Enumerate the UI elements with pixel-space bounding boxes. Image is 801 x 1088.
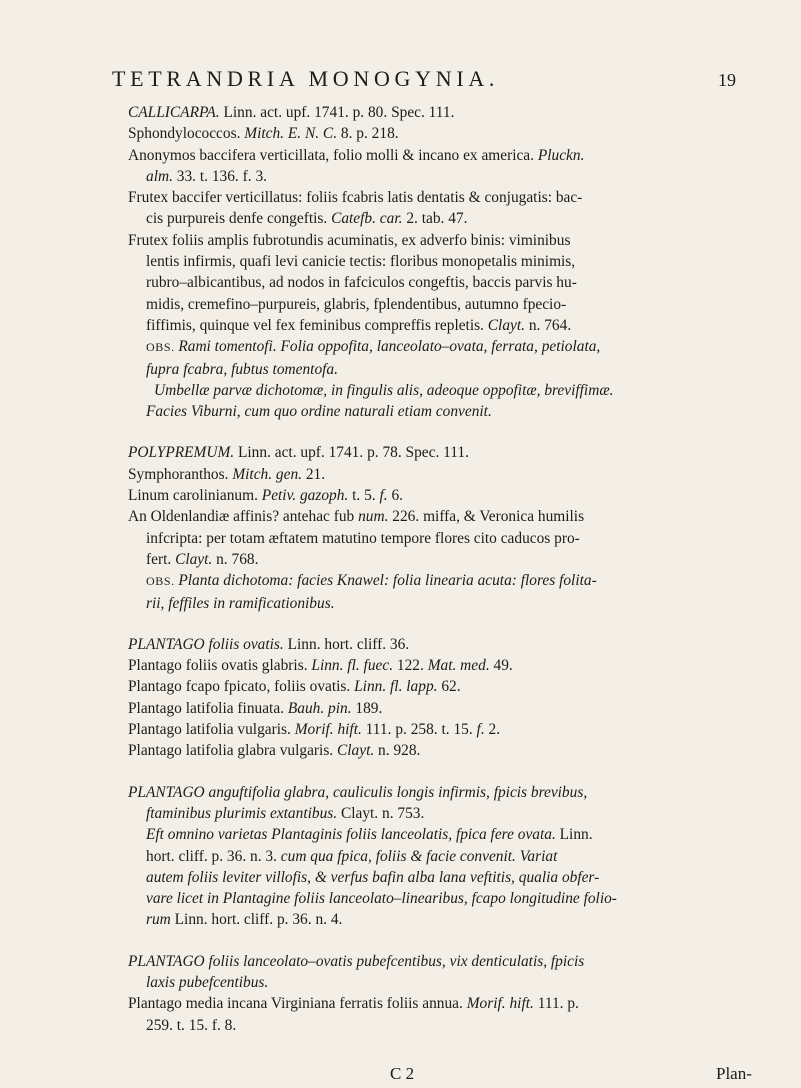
entry-polypremum [128, 442, 798, 613]
catchword: Plan- [716, 1064, 752, 1083]
text-line: cis purpureis denfe congeftis. Catefb. car. 2. tab. 47. [146, 210, 468, 228]
text-line: Plantago latifolia glabra vulgaris. Clayt. n. 928. [128, 742, 421, 760]
text-line: fupra fcabra, fubtus tomentofa. [146, 360, 338, 378]
text-line: Frutex baccifer verticillatus: foliis fcabris latis dentatis & conjugatis: bac- [128, 189, 583, 207]
text-line: hort. cliff. p. 36. n. 3. cum qua fpica, foliis & facie convenit. Variat [146, 847, 558, 865]
page-number: 19 [718, 70, 736, 90]
text-line: PLANTAGO foliis lanceolato–ovatis pubefcentibus, vix denticulatis, fpicis [128, 952, 585, 970]
text-line: PLANTAGO foliis ovatis. Linn. hort. cliff. 36. [128, 635, 410, 653]
entry-plantago-angustifolia [128, 782, 798, 931]
text-line: alm. 33. t. 136. f. 3. [146, 167, 267, 185]
text-line: Anonymos baccifera verticillata, folio molli & incano ex america. Pluckn. [128, 146, 585, 164]
text-line: Plantago media incana Virginiana ferratis foliis annua. Morif. hift. 111. p. [128, 995, 579, 1013]
text-line: An Oldenlandiæ affinis? antehac fub num. 226. miffa, & Veronica humilis [128, 508, 585, 526]
entry-plantago-lanceolato-ovatis [128, 951, 798, 1036]
text-line: rubro–albicantibus, ad nodos in fafciculos congeftis, baccis parvis hu- [146, 274, 577, 292]
text-line: fiffimis, quinque vel fex feminibus compreffis repletis. Clayt. n. 764. [146, 316, 572, 334]
text-line: CALLICARPA. Linn. act. upf. 1741. p. 80. Spec. 111. [128, 104, 455, 121]
text-line: Eft omnino varietas Plantaginis foliis lanceolatis, fpica fere ovata. Linn. [146, 826, 593, 844]
text-line: Linum carolinianum. Petiv. gazoph. t. 5. f. 6. [128, 487, 404, 505]
text-line: Plantago latifolia finuata. Bauh. pin. 189. [128, 699, 383, 717]
main-text [128, 102, 798, 1056]
text-line: midis, cremefino–purpureis, glabris, fplendentibus, autumno fpecio- [146, 295, 567, 313]
text-line: PLANTAGO anguftifolia glabra, cauliculis longis infirmis, fpicis brevibus, [128, 783, 588, 801]
text-line: Umbellæ parvæ dichotomæ, in fingulis alis, adeoque oppofitæ, breviffimæ. [154, 381, 614, 399]
text-line: POLYPREMUM. Linn. act. upf. 1741. p. 78. Spec. 111. [128, 444, 469, 462]
text-line: autem foliis leviter villofis, & verfus bafin alba lana veftitis, qualia obfer- [146, 868, 600, 886]
text-line: Plantago foliis ovatis glabris. Linn. fl. fuec. 122. Mat. med. 49. [128, 657, 513, 675]
text-line: Plantago fcapo fpicato, foliis ovatis. Linn. fl. lapp. 62. [128, 678, 461, 696]
text-line: Plantago latifolia vulgaris. Morif. hift. 111. p. 258. t. 15. f. 2. [128, 721, 501, 739]
text-line: lentis infirmis, quafi levi canicie tectis: floribus monopetalis minimis, [146, 253, 576, 271]
text-line: Sphondylococcos. Mitch. E. N. C. 8. p. 218. [128, 125, 399, 143]
entry-callicarpa [128, 102, 798, 422]
text-line: Frutex foliis amplis fubrotundis acuminatis, ex adverfo binis: viminibus [128, 231, 571, 249]
text-line: vare licet in Plantagine foliis lanceolato–linearibus, fcapo longitudine folio- [146, 890, 617, 908]
text-line: OBS. Planta dichotoma: facies Knawel: folia linearia acuta: flores folita- [146, 572, 597, 590]
text-line: Facies Viburni, cum quo ordine naturali etiam convenit. [146, 403, 492, 421]
text-line: infcripta: per totam æftatem matutino tempore flores cito caducos pro- [146, 529, 580, 547]
text-line: fert. Clayt. n. 768. [146, 550, 259, 568]
text-line: rii, feffiles in ramificationibus. [146, 594, 335, 612]
signature-mark: C 2 [390, 1064, 415, 1083]
text-line: ftaminibus plurimis extantibus. Clayt. n. 753. [146, 804, 425, 822]
entry-plantago-ovatis [128, 634, 798, 762]
text-line: 259. t. 15. f. 8. [146, 1016, 237, 1034]
text-line: rum Linn. hort. cliff. p. 36. n. 4. [146, 911, 343, 929]
text-line: Symphoranthos. Mitch. gen. 21. [128, 465, 326, 483]
running-head: TETRANDRIA MONOGYNIA. [112, 66, 500, 91]
text-line: OBS. Rami tomentofi. Folia oppofita, lanceolato–ovata, ferrata, petiolata, [146, 338, 601, 356]
text-line: laxis pubefcentibus. [146, 973, 269, 991]
